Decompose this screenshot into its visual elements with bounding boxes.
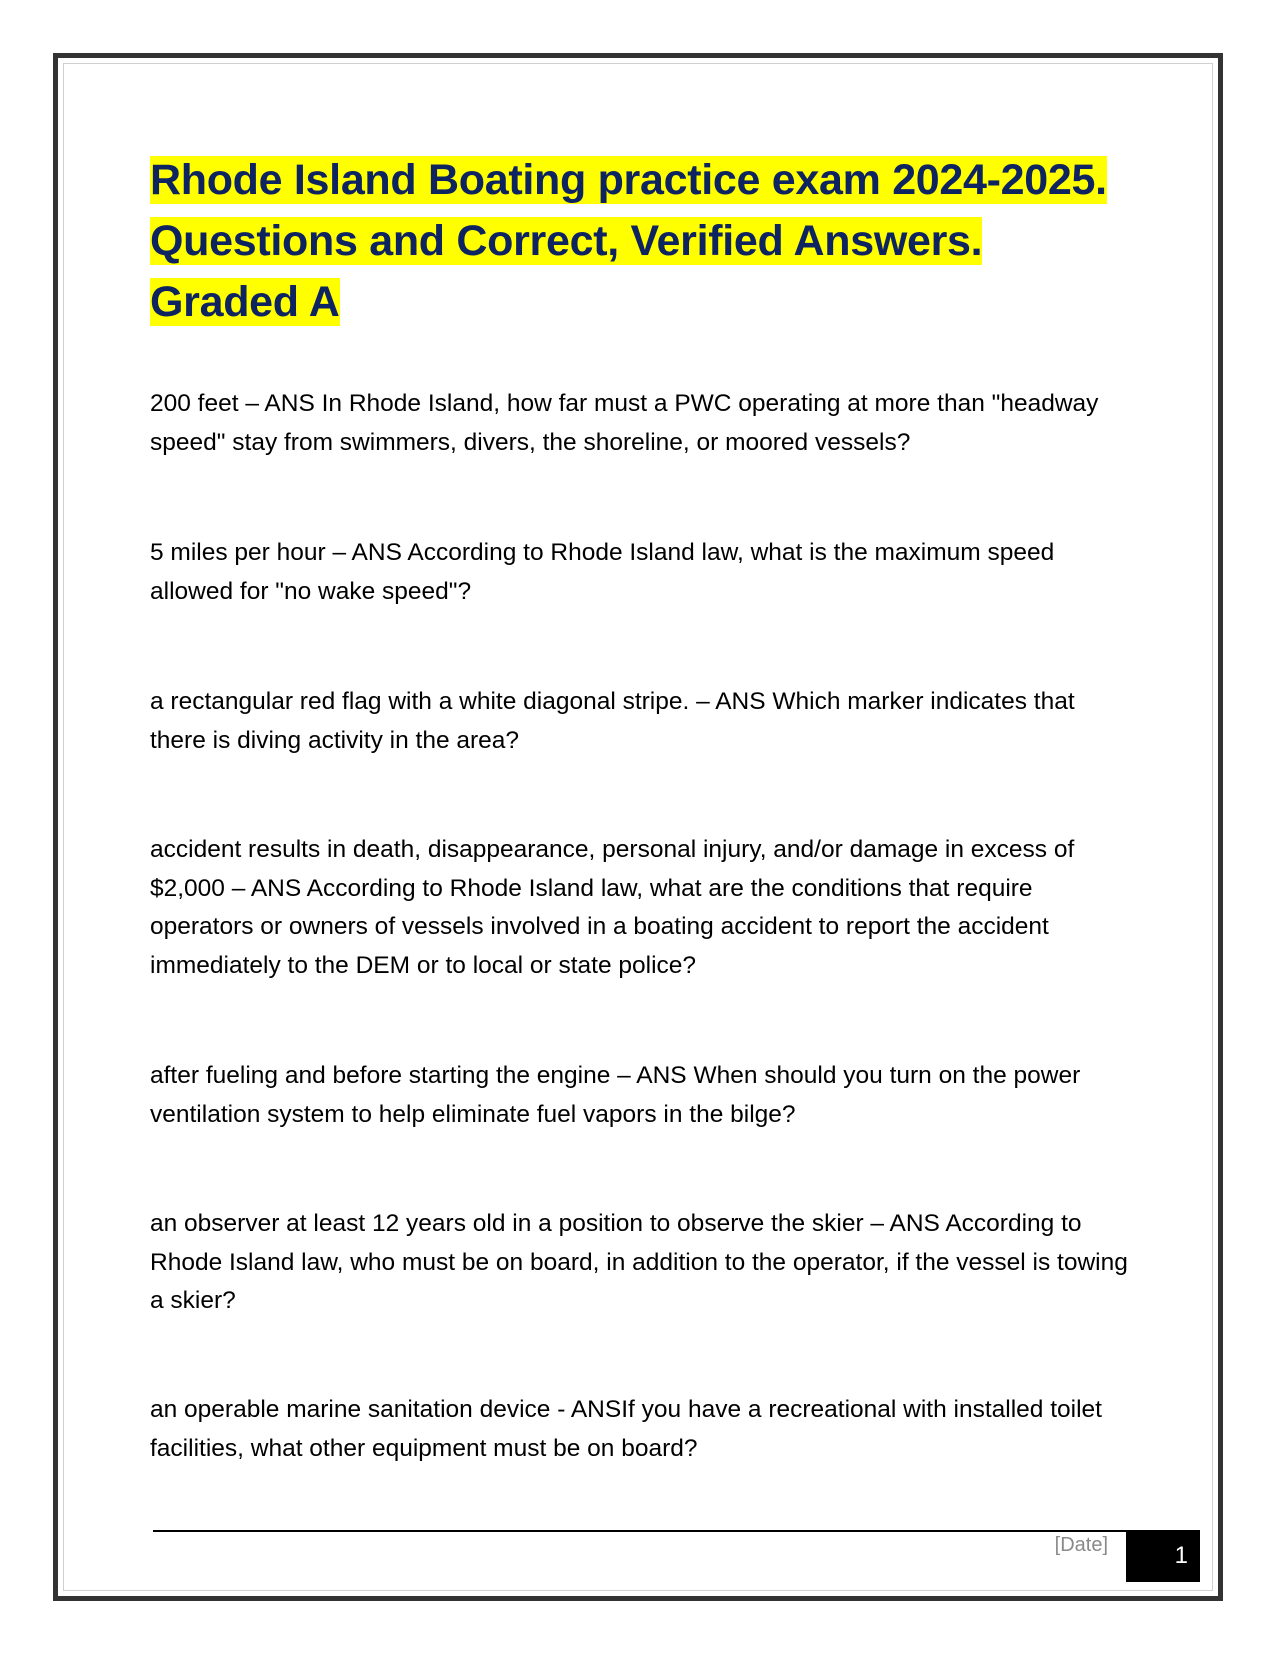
document-title bbox=[150, 150, 1140, 333]
footer-date-placeholder: [Date] bbox=[1054, 1534, 1108, 1556]
qa-entry-7: an operable marine sanitation device - ANSIf you have a recreational with installed toilet facilities, what other equipment must be on board? bbox=[150, 1396, 1102, 1462]
document-title-text: Rhode Island Boating practice exam 2024-2025. Questions and Correct, Verified Answers. Graded A bbox=[150, 156, 1107, 326]
qa-entry-6: an observer at least 12 years old in a position to observe the skier – ANS According to Rhode Island law, who must be on board, in addition to the operator, if the vessel is towing a skier? bbox=[150, 1210, 1128, 1314]
page-number-badge: 1 bbox=[1126, 1530, 1200, 1582]
qa-entry-3: a rectangular red flag with a white diagonal stripe. – ANS Which marker indicates that there is diving activity in the area? bbox=[150, 688, 1075, 754]
qa-entry-4: accident results in death, disappearance, personal injury, and/or damage in excess of $2,000 – ANS According to Rhode Island law, what are the conditions that require operators or owners of vessels involved in a boating accident to report the accident immediately to the DEM or to local or state police? bbox=[150, 836, 1075, 979]
qa-entry-5: after fueling and before starting the engine – ANS When should you turn on the power ventilation system to help eliminate fuel vapors in the bilge? bbox=[150, 1062, 1081, 1128]
qa-entry-1: 200 feet – ANS In Rhode Island, how far must a PWC operating at more than "headway speed" stay from swimmers, divers, the shoreline, or moored vessels? bbox=[150, 390, 1099, 456]
qa-entry-2: 5 miles per hour – ANS According to Rhode Island law, what is the maximum speed allowed for "no wake speed"? bbox=[150, 539, 1055, 605]
